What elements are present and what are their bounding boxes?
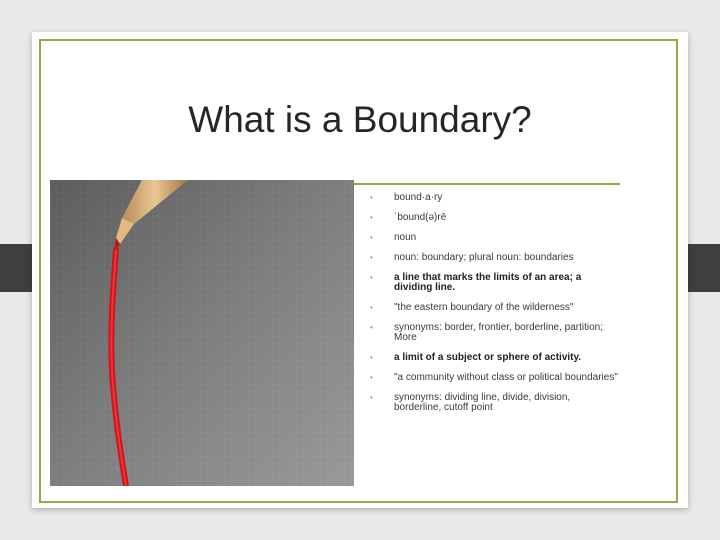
bullet-item [370, 213, 620, 223]
bullet-dot-icon: • [370, 213, 373, 222]
bullet-text: bound·a·ry [394, 192, 443, 203]
bullet-dot-icon: • [370, 273, 373, 282]
bullet-dot-icon: • [370, 323, 373, 332]
bullet-text: noun [394, 232, 417, 243]
bullet-text: "the eastern boundary of the wilderness" [394, 302, 574, 313]
bullet-text: synonyms: border, frontier, borderline, partition; More [394, 322, 603, 343]
bullet-dot-icon: • [370, 393, 373, 402]
bullet-item [370, 323, 620, 343]
red-pencil-line-photo [50, 180, 354, 486]
bullet-dot-icon: • [370, 193, 373, 202]
bullet-text: a limit of a subject or sphere of activity. [394, 352, 582, 363]
bullet-item [370, 353, 620, 363]
bullet-item [370, 253, 620, 263]
definition-bullet-list [370, 193, 620, 423]
bullet-dot-icon: • [370, 373, 373, 382]
bullet-item [370, 273, 620, 293]
slide-title: What is a Boundary? [188, 99, 532, 140]
bullet-dot-icon: • [370, 303, 373, 312]
bullet-dot-icon: • [370, 233, 373, 242]
bullet-dot-icon: • [370, 353, 373, 362]
bullet-text: noun: boundary; plural noun: boundaries [394, 252, 574, 263]
bullet-dot-icon: • [370, 253, 373, 262]
bullet-item [370, 373, 620, 383]
title-underline [354, 183, 620, 185]
bullet-item [370, 393, 620, 413]
bullet-text: a line that marks the limits of an area; a dividing line. [394, 272, 582, 293]
bullet-text: ˈbound(ə)rē [394, 212, 447, 223]
bullet-item [370, 303, 620, 313]
bullet-text: synonyms: dividing line, divide, division, borderline, cutoff point [394, 392, 571, 413]
bullet-text: "a community without class or political boundaries" [394, 372, 618, 383]
bullet-item [370, 233, 620, 243]
bullet-item [370, 193, 620, 203]
